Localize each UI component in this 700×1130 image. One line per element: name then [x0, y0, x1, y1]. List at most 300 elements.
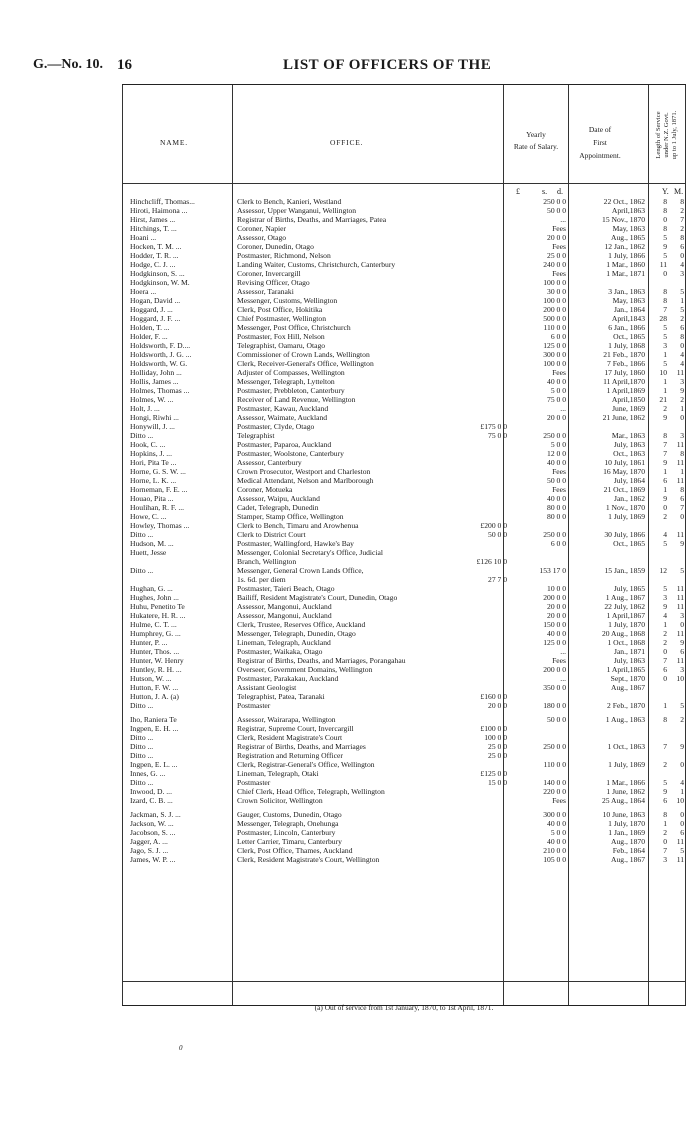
appointment-date: Sept., 1870	[610, 674, 645, 683]
officer-office: Assessor, Canterbury	[237, 458, 302, 467]
yearly-salary: 5 0 0	[550, 828, 566, 837]
table-row	[122, 413, 686, 422]
yearly-salary: 40 0 0	[547, 494, 566, 503]
service-months: 11	[676, 368, 684, 377]
officer-office: Coroner, Invercargill	[237, 269, 301, 278]
appointment-date: 1 Mar., 1871	[606, 269, 645, 278]
officer-office: Chief Clerk, Head Office, Telegraph, Wellington	[237, 787, 385, 796]
officer-office: Registrar, Supreme Court, Invercargill	[237, 724, 354, 733]
service-years: 0	[663, 503, 667, 512]
yearly-salary: 250 0 0	[543, 431, 566, 440]
table-row	[122, 467, 686, 476]
service-years: 2	[663, 512, 667, 521]
appointment-date: 1 Jan., 1869	[608, 828, 645, 837]
appointment-date: April,1850	[611, 395, 645, 404]
table-row	[122, 341, 686, 350]
service-months: 2	[680, 206, 684, 215]
appointment-date: July, 1864	[613, 476, 645, 485]
officer-name: Holder, F. ...	[130, 332, 168, 341]
appointment-date: 1 Mar., 1866	[606, 778, 645, 787]
salary-component: 20 0 0	[488, 701, 507, 710]
appointment-date: 21 June, 1862	[602, 413, 645, 422]
bottom-mark: 0	[179, 1044, 183, 1052]
service-months: 2	[680, 715, 684, 724]
officer-name: Horne, G. S. W. ...	[130, 467, 186, 476]
yearly-salary: 125 0 0	[543, 638, 566, 647]
officer-name: Hutson, W. ...	[130, 674, 172, 683]
service-years: 5	[663, 778, 667, 787]
officer-office: Clerk, Receiver-General's Office, Wellington	[237, 359, 374, 368]
yearly-salary: 250 0 0	[543, 197, 566, 206]
officer-office: Postmaster, Clyde, Otago	[237, 422, 315, 431]
service-years: 0	[663, 269, 667, 278]
officer-office: Postmaster	[237, 778, 271, 787]
service-years: 8	[663, 224, 667, 233]
officer-name: Hukatere, H. R. ...	[130, 611, 186, 620]
service-months: 7	[680, 215, 684, 224]
yearly-salary: 30 0 0	[547, 287, 566, 296]
appointment-date: 15 Nov., 1870	[602, 215, 645, 224]
officer-office: Clerk, Registrar-General's Office, Wellington	[237, 760, 375, 769]
officer-office: Clerk, Post Office, Hokitika	[237, 305, 323, 314]
officer-name: Hoera ...	[130, 287, 157, 296]
appointment-date: 25 Aug., 1864	[601, 796, 645, 805]
table-row	[122, 647, 686, 656]
table-row	[122, 368, 686, 377]
officer-office: Receiver of Land Revenue, Wellington	[237, 395, 356, 404]
yearly-salary: 200 0 0	[543, 593, 566, 602]
service-years: 2	[663, 828, 667, 837]
service-months: 11	[676, 440, 684, 449]
service-years: 9	[663, 602, 667, 611]
officer-name: Holliday, John ...	[130, 368, 182, 377]
yearly-salary: 210 0 0	[543, 846, 566, 855]
appointment-date: 21 Oct., 1869	[603, 485, 645, 494]
service-months: 9	[680, 539, 684, 548]
service-years: 6	[663, 665, 667, 674]
service-months: 9	[680, 638, 684, 647]
salary-component: 100 0 0	[484, 733, 507, 742]
yearly-salary: 220 0 0	[543, 787, 566, 796]
officer-name: Holdsworth, F. D....	[130, 341, 191, 350]
officer-name: Jackman, S. J. ...	[130, 810, 181, 819]
service-years: 1	[663, 350, 667, 359]
officer-office: Cadet, Telegraph, Dunedin	[237, 503, 319, 512]
table-row	[122, 458, 686, 467]
officer-name: Hori, Pita Te ...	[130, 458, 177, 467]
officer-office: Postmaster, Waikaka, Otago	[237, 647, 323, 656]
service-months: 8	[680, 332, 684, 341]
service-months: 2	[680, 224, 684, 233]
service-months: 4	[680, 778, 684, 787]
service-months: 0	[680, 620, 684, 629]
officer-name: Hinchcliff, Thomas...	[130, 197, 195, 206]
officer-name: Horneman, F. E. ...	[130, 485, 188, 494]
salary-component: £125 0 0	[480, 769, 507, 778]
table-row	[122, 751, 686, 760]
yearly-salary: 6 0 0	[550, 332, 566, 341]
table-row	[122, 440, 686, 449]
service-months: 1	[680, 467, 684, 476]
yearly-salary: 5 0 0	[550, 440, 566, 449]
appointment-date: Aug., 1867	[611, 855, 645, 864]
officer-office: Postmaster	[237, 701, 271, 710]
officer-office: Overseer, Government Domains, Wellington	[237, 665, 373, 674]
appointment-date: Oct., 1865	[613, 539, 645, 548]
yearly-salary: 350 0 0	[543, 683, 566, 692]
service-years: 8	[663, 206, 667, 215]
officer-name: Hirst, James ...	[130, 215, 176, 224]
officer-office: Branch, Wellington	[237, 557, 297, 566]
salary-component: £160 0 0	[480, 692, 507, 701]
salary-component: £175 0 0	[480, 422, 507, 431]
yearly-salary: Fees	[552, 796, 566, 805]
officer-office: Telegraphist, Patea, Taranaki	[237, 692, 325, 701]
service-years: 8	[663, 810, 667, 819]
service-years: 0	[663, 215, 667, 224]
table-row	[122, 557, 686, 566]
yearly-salary: 100 0 0	[543, 278, 566, 287]
table-row	[122, 584, 686, 593]
footnote: (a) Out of service from 1st January, 1870, to 1st April, 1871.	[314, 1003, 494, 1012]
service-months: 7	[680, 503, 684, 512]
page-title: LIST OF OFFICERS OF THE	[283, 57, 492, 73]
appointment-date: 10 June, 1863	[602, 810, 645, 819]
table-row	[122, 521, 686, 530]
officer-name: Honywill, J. ...	[130, 422, 175, 431]
service-years: 5	[663, 332, 667, 341]
officer-name: Ditto ...	[130, 751, 154, 760]
table-row	[122, 539, 686, 548]
salary-component: 25 0 0	[488, 751, 507, 760]
service-months: 11	[676, 855, 684, 864]
appointment-date: 7 Feb., 1866	[607, 359, 645, 368]
table-row	[122, 503, 686, 512]
service-years: 5	[663, 233, 667, 242]
yearly-salary: 5 0 0	[550, 386, 566, 395]
appointment-date: July, 1863	[613, 656, 645, 665]
officer-name: Hughan, G. ...	[130, 584, 173, 593]
table-row	[122, 377, 686, 386]
officer-name: Hughes, John ...	[130, 593, 179, 602]
yearly-salary: 6 0 0	[550, 539, 566, 548]
table-row	[122, 224, 686, 233]
service-years: 12	[659, 566, 667, 575]
appointment-date: 1 July, 1866	[608, 251, 645, 260]
table-row	[122, 828, 686, 837]
appointment-date: Jan., 1864	[613, 305, 645, 314]
officer-name: Howley, Thomas ...	[130, 521, 190, 530]
yearly-salary: 240 0 0	[543, 260, 566, 269]
officer-name: Ingpen, E. L. ...	[130, 760, 178, 769]
service-years: 0	[663, 674, 667, 683]
officer-office: Messenger, Post Office, Christchurch	[237, 323, 351, 332]
table-row	[122, 796, 686, 805]
yearly-salary: ...	[560, 674, 566, 683]
appointment-date: May, 1863	[612, 296, 645, 305]
service-months: 8	[680, 449, 684, 458]
appointment-date: 1 April,1869	[606, 386, 645, 395]
service-years: 8	[663, 197, 667, 206]
officer-office: Stamper, Stamp Office, Wellington	[237, 512, 344, 521]
appointment-date: April,1863	[611, 206, 645, 215]
yearly-salary: 20 0 0	[547, 611, 566, 620]
table-row	[122, 715, 686, 724]
salary-component: £200 0 0	[480, 521, 507, 530]
service-months: 8	[680, 233, 684, 242]
yearly-salary: 300 0 0	[543, 350, 566, 359]
service-years: 3	[663, 341, 667, 350]
officer-name: Hunter, Thos. ...	[130, 647, 180, 656]
officer-name: Hogan, David ...	[130, 296, 181, 305]
officer-office: Crown Solicitor, Wellington	[237, 796, 323, 805]
officers-table: NAME. OFFICE. Yearly Rate of Salary. Date of First Appointment. Length of Service under N.Z. Govt. up to 1 July, 1871. £ s. d. Y. M. Hinchcliff, Thomas... Clerk to Bench, Kanieri, Westland 250 0 0 22 Oct., 1862 8 8 Hiroti, Haimona ... Assessor, Upper Wanganui, Wellington 50 0 0 April,1863 8 2 Hirst, James ... Registrar of Births, Deaths, and Marriages, Patea ... 15 Nov., 1870 0 7 Hitchings, T. ... Coroner, Napier Fees May, 1863 8 2 Hoani ... Assessor, Otago 20 0 0 Aug., 1865 5 8 Hocken, T. M. ... Coroner, Dunedin, Otago Fees 12 Jan., 1862 9 6 Hodder, T. R. ... Postmaster, Richmond, Nelson 25 0 0 1 July, 1866 5 0 Hodge, C. J. ... Landing Waiter, Customs, Christchurch, Canterbury 240 0 0 1 Mar., 1860 11 4 Hodgkinson, S. ... Coroner, Invercargill Fees 1 Mar., 1871 0 3 Hodgkinson, W. M. Revising Officer, Otago 100 0 0 Hoera ... Assessor, Taranaki 30 0 0 3 Jan., 1863 8 5 Hogan, David ... Messenger, Customs, Wellington 100 0 0 May, 1863 8 1 Hoggard, J. ... Clerk, Post Office, Hokitika 200 0 0 Jan., 1864 7 5 Hoggard, J. F. ... Chief Postmaster, Wellington 500 0 0 April,1843 28 2 Holden, T. ... Messenger, Post Office, Christchurch 110 0 0 6 Jan., 1866 5 6 Holder, F. ... Postmaster, Fox Hill, Nelson 6 0 0 Oct., 1865 5 8 Holdsworth, F. D.... Telegraphist, Oamaru, Otago 125 0 0 1 July, 1868 3 0 Holdsworth, J. G. ... Commissioner of Crown Lands, Wellington 300 0 0 21 Feb., 1870 1 4 Holdsworth, W. G. Clerk, Receiver-General's Office, Wellington 100 0 0 7 Feb., 1866 5 4 Holliday, John ... Adjuster of Compasses, Wellington Fees 17 July, 1860 10 11 Hollis, James ... Messenger, Telegraph, Lyttelton 40 0 0 11 April,1870 1 3 Holmes, Thomas ... Postmaster, Prebbleton, Canterbury 5 0 0 1 April,1869 1 9 Holmes, W. ... Receiver of Land Revenue, Wellington 75 0 0 April,1850 21 2 Holt, J. ... Postmaster, Kawau, Auckland ... June, 1869 2 1 Hongi, Riwhi ... Assessor, Waimate, Auckland 20 0 0 21 June, 1862 9 0 Honywill, J. ... Postmaster, Clyde, Otago £175 0 0 Ditto ... Telegraphist 75 0 0 250 0 0 Mar., 1863 8 3 Hook, C. ... Postmaster, Paparoa, Auckland 5 0 0 July, 1863 7 11 Hopkins, J. ... Postmaster, Woolstone, Canterbury 12 0 0 Oct., 1863 7 8 Hori, Pita Te ... Assessor, Canterbury 40 0 0 10 July, 1861 9 11 Horne, G. S. W. ... Crown Prosecutor, Westport and Charleston Fees 16 May, 1870 1 1 Horne, L. K. ... Medical Attendant, Nelson and Marlborough 50 0 0 July, 1864 6 11 Horneman, F. E. ... Coroner, Motueka Fees 21 Oct., 1869 1 8 Houao, Pita ... Assessor, Waipu, Auckland 40 0 0 Jan., 1862 9 6 Houlihan, R. F. ... Cadet, Telegraph, Dunedin 80 0 0 1 Nov., 1870 0 7 Howe, C. ... Stamper, Stamp Office, Wellington 80 0 0 1 July, 1869 2 0 Howley, Thomas ... Clerk to Bench, Timaru and Arowhenua £200 0 0 Ditto ... Clerk to District Court 50 0 0 250 0 0 30 July, 1866 4 11 Hudson, M. ... Postmaster, Wallingford, Hawke's Bay 6 0 0 Oct., 1865 5 9 Huett, Jesse Messenger, Colonial Secretary's Office, Judicial Branch, Wellington £126 10 0 Ditto ... Messenger, General Crown Lands Office, 153 17 0 15 Jan., 1859 12 5 1s. 6d. per diem 27 7 0 Hughan, G. ... Postmaster, Taieri Beach, Otago 10 0 0 July, 1865 5 11 Hughes, John ... Bailiff, Resident Magistrate's Court, Dunedin, Otago 200 0 0 1 Aug., 1867 3 11 Huhu, Penetito Te Assessor, Mangonui, Auckland 20 0 0 22 July, 1862 9 11 Hukatere, H. R. ... Assessor, Mangonui, Auckland 20 0 0 1 April,1867 4 3 Hulme, C. T. ... Clerk, Trustee, Reserves Office, Auckland 150 0 0 1 July, 1870 1 0 Humphrey, G. ... Messenger, Telegraph, Dunedin, Otago 40 0 0 20 Aug., 1868 2 11 Hunter, P. ... Lineman, Telegraph, Auckland 125 0 0 1 Oct., 1868 2 9 Hunter, Thos. ... Postmaster, Waikaka, Otago ... Jan., 1871 0 6 Hunter, W. Henry Registrar of Births, Deaths, and Marriages, Porangahau Fees July, 1863 7 11 Huntley, R. H. ... Overseer, Government Domains, Wellington 200 0 0 1 April,1865 6 3 Hutson, W. ... Postmaster, Parakakau, Auckland ... Sept., 1870 0 10 Hutton, F. W. ... Assistant Geologist 350 0 0 Aug., 1867 Hutton, J. A. (a) Telegraphist, Patea, Taranaki £160 0 0 Ditto ... Postmaster 20 0 0 180 0 0 2 Feb., 1870 1 5 Iho, Raniera Te Assessor, Wairarapa, Wellington 50 0 0 1 Aug., 1863 8 2 Ingpen, E. H. ... Registrar, Supreme Court, Invercargill £100 0 0 Ditto ... Clerk, Resident Magistrate's Court 100 0 0 Ditto ... Registrar of Births, Deaths, and Marriages 25 0 0 250 0 0 1 Oct., 1863 7 9 Ditto ... Registration and Returning Officer 25 0 0 Ingpen, E. L. ... Clerk, Registrar-General's Office, Wellington 110 0 0 1 July, 1869 2 0 Innes, G. ... Lineman, Telegraph, Otaki £125 0 0 Ditto ... Postmaster 15 0 0 140 0 0 1 Mar., 1866 5 4 Inwood, D. ... Chief Clerk, Head Office, Telegraph, Wellington 220 0 0 1 June, 1862 9 1 Izard, C. B. ... Crown Solicitor, Wellington Fees 25 Aug., 1864 6 10 Jackman, S. J. ... Gauger, Customs, Dunedin, Otago 300 0 0 10 June, 1863 8 0 Jackson, W. ... Messenger, Telegraph, Onehunga 40 0 0 1 July, 1870 1 0 Jacobson, S. ... Postmaster, Lincoln, Canterbury 5 0 0 1 Jan., 1869 2 6 Jagger, A. ... Letter Carrier, Timaru, Canterbury 40 0 0 Aug., 1870 0 11 Jago, S. J. ... Clerk, Post Office, Thames, Auckland 210 0 0 Feb., 1864 7 5 James, W. P. ... Clerk, Resident Magistrate's Court, Wellington 105 0 0 Aug., 1867 3 11 (a) Out of service from 1st January, 1870, to 1st April, 1871.	[122, 84, 686, 1006]
yearly-salary: 40 0 0	[547, 458, 566, 467]
salary-component: 75 0 0	[488, 431, 507, 440]
officer-name: Hutton, J. A. (a)	[130, 692, 179, 701]
yearly-salary: Fees	[552, 467, 566, 476]
table-row	[122, 332, 686, 341]
officer-office: Adjuster of Compasses, Wellington	[237, 368, 345, 377]
appointment-date: 10 July, 1861	[604, 458, 645, 467]
service-months: 5	[680, 566, 684, 575]
table-row	[122, 485, 686, 494]
service-months: 6	[680, 494, 684, 503]
table-row	[122, 296, 686, 305]
officer-name: Holdsworth, W. G.	[130, 359, 188, 368]
officer-office: Postmaster, Kawau, Auckland	[237, 404, 329, 413]
salary-component: 50 0 0	[488, 530, 507, 539]
service-months: 5	[680, 846, 684, 855]
appointment-date: 1 July, 1868	[608, 341, 645, 350]
service-months: 11	[676, 602, 684, 611]
table-row	[122, 251, 686, 260]
service-months: 3	[680, 377, 684, 386]
officer-name: Jagger, A. ...	[130, 837, 168, 846]
officer-office: Medical Attendant, Nelson and Marlborough	[237, 476, 374, 485]
table-row	[122, 724, 686, 733]
yearly-salary: 40 0 0	[547, 837, 566, 846]
officer-name: Huhu, Penetito Te	[130, 602, 185, 611]
officer-office: Clerk, Resident Magistrate's Court, Wellington	[237, 855, 380, 864]
appointment-date: May, 1863	[612, 224, 645, 233]
officer-office: Postmaster, Lincoln, Canterbury	[237, 828, 336, 837]
yearly-salary: 153 17 0	[539, 566, 566, 575]
table-row	[122, 314, 686, 323]
appointment-date: 1 July, 1869	[608, 760, 645, 769]
yearly-salary: Fees	[552, 485, 566, 494]
appointment-date: 1 July, 1869	[608, 512, 645, 521]
service-months: 3	[680, 665, 684, 674]
service-months: 11	[676, 837, 684, 846]
yearly-salary: Fees	[552, 242, 566, 251]
officer-name: Hoggard, J. ...	[130, 305, 173, 314]
service-years: 5	[663, 359, 667, 368]
appointment-date: Aug., 1867	[611, 683, 645, 692]
appointment-date: 16 May, 1870	[603, 467, 645, 476]
table-row	[122, 494, 686, 503]
service-months: 0	[680, 251, 684, 260]
appointment-date: 1 Aug., 1863	[605, 715, 645, 724]
appointment-date: 20 Aug., 1868	[601, 629, 645, 638]
service-years: 3	[663, 855, 667, 864]
appointment-date: 21 Feb., 1870	[603, 350, 645, 359]
yearly-salary: 50 0 0	[547, 715, 566, 724]
officer-office: Messenger, General Crown Lands Office,	[237, 566, 364, 575]
officer-office: Clerk to Bench, Kanieri, Westland	[237, 197, 342, 206]
service-months: 6	[680, 242, 684, 251]
yearly-salary: ...	[560, 404, 566, 413]
yearly-salary: 180 0 0	[543, 701, 566, 710]
service-years: 9	[663, 494, 667, 503]
yearly-salary: 300 0 0	[543, 810, 566, 819]
service-years: 21	[659, 395, 667, 404]
service-years: 7	[663, 440, 667, 449]
officer-office: Crown Prosecutor, Westport and Charleston	[237, 467, 371, 476]
officer-name: Holmes, Thomas ...	[130, 386, 190, 395]
officer-name: Holt, J. ...	[130, 404, 160, 413]
table-row	[122, 575, 686, 584]
officer-office: Messenger, Telegraph, Dunedin, Otago	[237, 629, 356, 638]
service-months: 3	[680, 611, 684, 620]
service-years: 4	[663, 530, 667, 539]
table-row	[122, 530, 686, 539]
yearly-salary: 20 0 0	[547, 413, 566, 422]
officer-office: Messenger, Telegraph, Lyttelton	[237, 377, 335, 386]
table-row	[122, 242, 686, 251]
officer-office: Registration and Returning Officer	[237, 751, 343, 760]
service-years: 1	[663, 377, 667, 386]
officer-name: Izard, C. B. ...	[130, 796, 173, 805]
officer-office: Assessor, Taranaki	[237, 287, 294, 296]
officer-office: Bailiff, Resident Magistrate's Court, Dunedin, Otago	[237, 593, 398, 602]
service-months: 0	[680, 810, 684, 819]
officer-office: Assessor, Waimate, Auckland	[237, 413, 328, 422]
service-months: 11	[676, 584, 684, 593]
table-row	[122, 215, 686, 224]
officer-office: Assistant Geologist	[237, 683, 297, 692]
service-years: 3	[663, 593, 667, 602]
table-body	[122, 197, 686, 864]
table-row	[122, 638, 686, 647]
officer-office: 1s. 6d. per diem	[237, 575, 286, 584]
officer-name: Hodgkinson, S. ...	[130, 269, 185, 278]
service-months: 11	[676, 476, 684, 485]
yearly-salary: 250 0 0	[543, 742, 566, 751]
table-row	[122, 350, 686, 359]
officer-name: Holmes, W. ...	[130, 395, 174, 404]
service-months: 1	[680, 296, 684, 305]
yearly-salary: 200 0 0	[543, 305, 566, 314]
officer-name: Hiroti, Haimona ...	[130, 206, 188, 215]
appointment-date: 15 Jan., 1859	[604, 566, 645, 575]
table-row	[122, 476, 686, 485]
officer-office: Landing Waiter, Customs, Christchurch, Canterbury	[237, 260, 396, 269]
service-years: 2	[663, 629, 667, 638]
appointment-date: Feb., 1864	[612, 846, 645, 855]
table-row	[122, 611, 686, 620]
service-months: 11	[676, 593, 684, 602]
officer-name: Hoggard, J. F. ...	[130, 314, 181, 323]
yearly-salary: 40 0 0	[547, 819, 566, 828]
officer-name: Hunter, P. ...	[130, 638, 168, 647]
table-row	[122, 359, 686, 368]
table-row	[122, 819, 686, 828]
officer-office: Postmaster, Paparoa, Auckland	[237, 440, 332, 449]
yearly-salary: 125 0 0	[543, 341, 566, 350]
officer-name: Hudson, M. ...	[130, 539, 174, 548]
column-header-salary: Yearly Rate of Salary.	[513, 130, 559, 151]
officer-name: Jackson, W. ...	[130, 819, 174, 828]
table-row	[122, 404, 686, 413]
yearly-salary: 110 0 0	[543, 323, 566, 332]
officer-name: Hoani ...	[130, 233, 157, 242]
table-row	[122, 665, 686, 674]
appointment-date: April,1843	[611, 314, 645, 323]
officer-office: Telegraphist	[237, 431, 275, 440]
salary-component: 27 7 0	[488, 575, 507, 584]
yearly-salary: 100 0 0	[543, 359, 566, 368]
table-row	[122, 837, 686, 846]
officer-office: Registrar of Births, Deaths, and Marriages	[237, 742, 366, 751]
table-row	[122, 810, 686, 819]
table-row	[122, 512, 686, 521]
service-months: 4	[680, 359, 684, 368]
officer-office: Messenger, Colonial Secretary's Office, Judicial	[237, 548, 384, 557]
service-months: 0	[680, 341, 684, 350]
service-months: 0	[680, 760, 684, 769]
yearly-salary: 500 0 0	[543, 314, 566, 323]
table-row	[122, 305, 686, 314]
table-row	[122, 855, 686, 864]
officer-name: Hopkins, J. ...	[130, 449, 172, 458]
officer-name: Howe, C. ...	[130, 512, 167, 521]
table-row	[122, 233, 686, 242]
table-row	[122, 733, 686, 742]
table-row	[122, 674, 686, 683]
service-months: 4	[680, 350, 684, 359]
officer-name: Ditto ...	[130, 530, 154, 539]
service-months: 11	[676, 656, 684, 665]
table-row	[122, 386, 686, 395]
officer-office: Assessor, Mangonui, Auckland	[237, 602, 332, 611]
officer-name: Hitchings, T. ...	[130, 224, 177, 233]
table-row	[122, 602, 686, 611]
service-years: 7	[663, 846, 667, 855]
service-months: 9	[680, 386, 684, 395]
appointment-date: 2 Feb., 1870	[607, 701, 645, 710]
appointment-date: 1 June, 1862	[606, 787, 645, 796]
yearly-salary: 50 0 0	[547, 206, 566, 215]
service-years: 8	[663, 431, 667, 440]
service-months: 0	[680, 819, 684, 828]
officer-office: Registrar of Births, Deaths, and Marriages, Porangahau	[237, 656, 406, 665]
service-years: 1	[663, 386, 667, 395]
service-years: 1	[663, 485, 667, 494]
service-months: 8	[680, 197, 684, 206]
table-row	[122, 593, 686, 602]
yearly-salary: 50 0 0	[547, 476, 566, 485]
officer-office: Lineman, Telegraph, Otaki	[237, 769, 319, 778]
appointment-date: Jan., 1862	[613, 494, 645, 503]
officer-name: Hunter, W. Henry	[130, 656, 184, 665]
officer-office: Telegraphist, Oamaru, Otago	[237, 341, 326, 350]
officer-office: Messenger, Telegraph, Onehunga	[237, 819, 339, 828]
table-row	[122, 760, 686, 769]
table-row	[122, 206, 686, 215]
yearly-salary: Fees	[552, 269, 566, 278]
officer-office: Assessor, Mangonui, Auckland	[237, 611, 332, 620]
